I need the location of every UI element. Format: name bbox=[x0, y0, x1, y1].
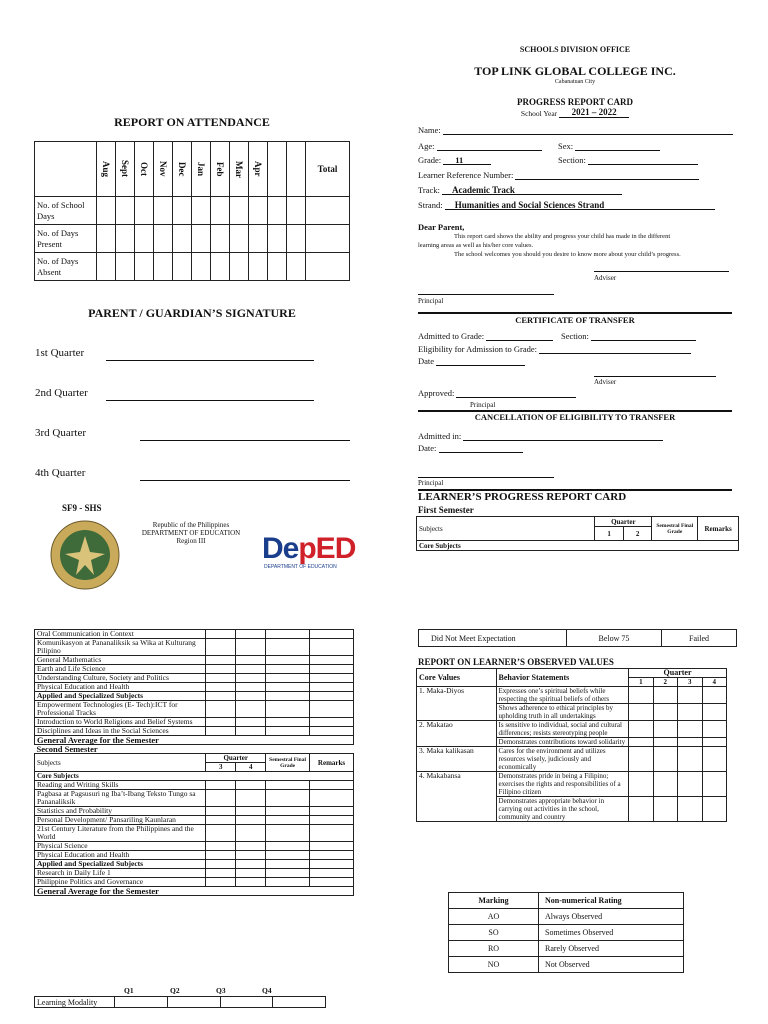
grade-cell[interactable] bbox=[310, 790, 354, 807]
approved-row: Approved: bbox=[418, 388, 576, 398]
value-rating-cell[interactable] bbox=[678, 797, 702, 822]
transfer-date-row: Date bbox=[418, 356, 525, 366]
grade-cell[interactable] bbox=[236, 816, 266, 825]
signature-line[interactable] bbox=[140, 440, 350, 441]
values-quarter-row: 1 2 3 4 bbox=[417, 678, 727, 687]
grade-cell[interactable] bbox=[236, 878, 266, 887]
month-header: Sept bbox=[116, 142, 135, 197]
grade-cell[interactable] bbox=[266, 869, 310, 878]
subject-row: Personal Development/ Pansariling Kaunlaran bbox=[35, 816, 354, 825]
grade-cell[interactable] bbox=[266, 825, 310, 842]
value-rating-cell[interactable] bbox=[653, 704, 677, 721]
values-title: REPORT ON LEARNER’S OBSERVED VALUES bbox=[418, 657, 614, 667]
grade-cell[interactable] bbox=[266, 701, 310, 718]
grade-cell[interactable] bbox=[310, 781, 354, 790]
signature-line[interactable] bbox=[106, 400, 314, 401]
marking-row: NO Not Observed bbox=[449, 957, 684, 973]
grade-cell[interactable] bbox=[206, 630, 236, 639]
deped-address: Republic of the Philippines DEPARTMENT OF EDUCATION Region III bbox=[141, 521, 241, 545]
attendance-cell[interactable] bbox=[211, 225, 230, 253]
grade-cell[interactable] bbox=[206, 718, 236, 727]
grade-cell[interactable] bbox=[266, 665, 310, 674]
signature-quarter-label: 1st Quarter bbox=[35, 347, 85, 359]
grade-cell[interactable] bbox=[310, 851, 354, 860]
attendance-cell[interactable] bbox=[116, 197, 135, 225]
attendance-cell[interactable] bbox=[230, 197, 249, 225]
marking-row: RO Rarely Observed bbox=[449, 941, 684, 957]
month-header: Mar bbox=[230, 142, 249, 197]
subject-row: Physical Science bbox=[35, 842, 354, 851]
attendance-cell[interactable] bbox=[211, 197, 230, 225]
admitted-in-field[interactable] bbox=[463, 431, 663, 441]
value-rating-cell[interactable] bbox=[629, 721, 653, 738]
deped-logo: DepED DEPARTMENT OF EDUCATION bbox=[262, 532, 356, 570]
attendance-cell[interactable] bbox=[249, 225, 268, 253]
grade-cell[interactable] bbox=[310, 807, 354, 816]
subject-row: Reading and Writing Skills bbox=[35, 781, 354, 790]
name-row: Name: bbox=[418, 125, 733, 135]
value-rating-cell[interactable] bbox=[653, 797, 677, 822]
values-row: Demonstrates appropriate behavior in carrying out activities in the school, community and country bbox=[417, 797, 727, 822]
section-field[interactable] bbox=[588, 155, 698, 165]
grade-cell[interactable] bbox=[236, 842, 266, 851]
values-row: Demonstrates contributions toward solidarity bbox=[417, 738, 727, 747]
value-rating-cell[interactable] bbox=[702, 747, 727, 772]
first-sem-header-table: Subjects Quarter Semestral Final Grade Remarks 1 2 Core Subjects bbox=[416, 516, 739, 551]
month-header bbox=[268, 142, 287, 197]
values-table bbox=[416, 668, 727, 822]
modality-cell[interactable] bbox=[220, 997, 273, 1008]
subject-row: Komunikasyon at Pananaliksik sa Wika at Kulturang Pilipino bbox=[35, 639, 354, 656]
name-field[interactable] bbox=[443, 125, 733, 135]
grade-cell[interactable] bbox=[310, 816, 354, 825]
subject-row: Introduction to World Religions and Belief Systems bbox=[35, 718, 354, 727]
attendance-cell[interactable] bbox=[287, 225, 306, 253]
cancel-date-row: Date: bbox=[418, 443, 523, 453]
grade-cell[interactable] bbox=[266, 674, 310, 683]
value-rating-cell[interactable] bbox=[629, 687, 653, 704]
grade-cell[interactable] bbox=[236, 630, 266, 639]
attendance-cell[interactable] bbox=[135, 253, 154, 281]
attendance-cell[interactable] bbox=[230, 225, 249, 253]
grade-cell[interactable] bbox=[310, 692, 354, 701]
grade-cell[interactable] bbox=[310, 683, 354, 692]
greeting: Dear Parent, bbox=[418, 222, 465, 232]
value-rating-cell[interactable] bbox=[678, 738, 702, 747]
modality-cell[interactable] bbox=[167, 997, 220, 1008]
grade-cell[interactable] bbox=[206, 665, 236, 674]
attendance-cell[interactable] bbox=[268, 197, 287, 225]
sex-row: Sex: bbox=[558, 141, 660, 151]
cancellation-title: CANCELLATION OF ELIGIBILITY TO TRANSFER bbox=[474, 412, 676, 422]
grade-cell[interactable] bbox=[206, 683, 236, 692]
grade-cell[interactable] bbox=[236, 674, 266, 683]
value-rating-cell[interactable] bbox=[702, 687, 727, 704]
attendance-row: No. of Days Absent bbox=[35, 253, 350, 281]
first-sem-table bbox=[34, 629, 354, 896]
value-rating-cell[interactable] bbox=[702, 772, 727, 797]
subject-row: Physical Education and Health bbox=[35, 683, 354, 692]
grade-cell[interactable] bbox=[266, 692, 310, 701]
value-rating-cell[interactable] bbox=[678, 687, 702, 704]
value-rating-cell[interactable] bbox=[629, 772, 653, 797]
value-rating-cell[interactable] bbox=[653, 721, 677, 738]
attendance-cell[interactable] bbox=[287, 253, 306, 281]
grade-cell[interactable] bbox=[266, 816, 310, 825]
values-row: Shows adherence to ethical principles by upholding truth in all undertakings bbox=[417, 704, 727, 721]
subject-row: Understanding Culture, Society and Politics bbox=[35, 674, 354, 683]
grade-cell[interactable] bbox=[206, 851, 236, 860]
subject-row: Earth and Life Science bbox=[35, 665, 354, 674]
subject-row: Physical Education and Health bbox=[35, 851, 354, 860]
attendance-cell[interactable] bbox=[154, 253, 173, 281]
grade-cell[interactable] bbox=[266, 727, 310, 736]
grade-cell[interactable] bbox=[310, 878, 354, 887]
attendance-cell[interactable] bbox=[154, 197, 173, 225]
marking-row: SO Sometimes Observed bbox=[449, 925, 684, 941]
subject-row: Pagbasa at Pagsusuri ng Iba’t-Ibang Teksto Tungo sa Pananaliksik bbox=[35, 790, 354, 807]
grade-cell[interactable] bbox=[206, 656, 236, 665]
strand-row: Strand: Humanities and Social Sciences Strand bbox=[418, 200, 715, 210]
letter-body: This report card shows the ability and progress your child has made in the different learning areas as well as his/her core values. The school welcomes you should you desire to know more about your child’s progress. bbox=[418, 233, 681, 258]
lrn-row: Learner Reference Number: bbox=[418, 170, 699, 180]
divider bbox=[418, 312, 732, 314]
attendance-cell[interactable] bbox=[211, 253, 230, 281]
month-header: Jan bbox=[192, 142, 211, 197]
attendance-cell[interactable] bbox=[97, 253, 116, 281]
attendance-table bbox=[34, 141, 350, 281]
grade-cell[interactable] bbox=[266, 878, 310, 887]
subject-row: Research in Daily Life 1 bbox=[35, 869, 354, 878]
attendance-title: REPORT ON ATTENDANCE bbox=[114, 115, 270, 129]
signature-line[interactable] bbox=[106, 360, 314, 361]
grade-cell[interactable] bbox=[310, 869, 354, 878]
school-seal bbox=[50, 520, 120, 590]
subject-row: Philippine Politics and Governance bbox=[35, 878, 354, 887]
adviser-line bbox=[594, 271, 729, 272]
grade-cell[interactable] bbox=[236, 665, 266, 674]
grade-cell[interactable] bbox=[310, 665, 354, 674]
month-header bbox=[287, 142, 306, 197]
grade-cell[interactable] bbox=[206, 674, 236, 683]
grade-cell[interactable] bbox=[206, 825, 236, 842]
card-title: PROGRESS REPORT CARD bbox=[516, 97, 634, 107]
cancel-date-field[interactable] bbox=[439, 443, 523, 453]
attendance-cell[interactable] bbox=[306, 253, 350, 281]
value-rating-cell[interactable] bbox=[678, 704, 702, 721]
principal-label: Principal bbox=[418, 297, 444, 305]
month-header: Aug bbox=[97, 142, 116, 197]
division-office: SCHOOLS DIVISION OFFICE bbox=[519, 45, 631, 54]
values-row: 3. Maka kalikasan Cares for the environment and utilizes resources wisely, judiciously and economically bbox=[417, 747, 727, 772]
second-sem-header: Subjects Quarter Semestral Final Grade Remarks bbox=[35, 754, 354, 763]
value-rating-cell[interactable] bbox=[653, 747, 677, 772]
transfer-adviser: Adviser bbox=[594, 378, 617, 386]
month-header: Nov bbox=[154, 142, 173, 197]
attendance-cell[interactable] bbox=[97, 225, 116, 253]
transfer-adviser-line bbox=[594, 376, 716, 377]
cancel-principal-line bbox=[418, 477, 554, 478]
grade-cell[interactable] bbox=[236, 781, 266, 790]
grade-cell[interactable] bbox=[310, 825, 354, 842]
value-rating-cell[interactable] bbox=[678, 772, 702, 797]
principal-line bbox=[418, 294, 554, 295]
grade-cell[interactable] bbox=[310, 701, 354, 718]
values-header: Core Values Behavior Statements Quarter bbox=[417, 669, 727, 678]
school-year: School Year 2021 – 2022 bbox=[420, 107, 730, 118]
subject-row: Oral Communication in Context bbox=[35, 630, 354, 639]
form-code: SF9 - SHS bbox=[62, 503, 102, 513]
grade-cell[interactable] bbox=[206, 781, 236, 790]
deped-logo-text: pED bbox=[298, 532, 356, 565]
value-rating-cell[interactable] bbox=[702, 738, 727, 747]
value-rating-cell[interactable] bbox=[702, 721, 727, 738]
marking-header: Marking Non-numerical Rating bbox=[449, 893, 684, 909]
grade-cell[interactable] bbox=[310, 630, 354, 639]
grade-cell[interactable] bbox=[206, 790, 236, 807]
value-rating-cell[interactable] bbox=[629, 738, 653, 747]
values-row: 1. Maka-Diyos Expresses one’s spiritual beliefs while respecting the spiritual beliefs of others bbox=[417, 687, 727, 704]
grade-cell[interactable] bbox=[266, 630, 310, 639]
attendance-cell[interactable] bbox=[173, 225, 192, 253]
modality-table: Learning Modality bbox=[34, 996, 326, 1008]
grade-cell[interactable] bbox=[206, 860, 236, 869]
attendance-cell[interactable] bbox=[306, 225, 350, 253]
transfer-section-row: Section: bbox=[561, 331, 696, 341]
grade-cell[interactable] bbox=[206, 869, 236, 878]
value-rating-cell[interactable] bbox=[629, 704, 653, 721]
attendance-cell[interactable] bbox=[192, 197, 211, 225]
month-header: Dec bbox=[173, 142, 192, 197]
value-rating-cell[interactable] bbox=[653, 738, 677, 747]
admitted-in-row: Admitted in: bbox=[418, 431, 663, 441]
grade-cell[interactable] bbox=[236, 825, 266, 842]
descriptor-table: Did Not Meet Expectation Below 75 Failed bbox=[418, 629, 737, 647]
attendance-cell[interactable] bbox=[135, 225, 154, 253]
month-header: Apr bbox=[249, 142, 268, 197]
adviser-label: Adviser bbox=[594, 274, 617, 282]
attendance-cell[interactable] bbox=[249, 197, 268, 225]
grade-row: Grade: 11 bbox=[418, 155, 491, 165]
track-row: Track: Academic Track bbox=[418, 185, 622, 195]
attendance-cell[interactable] bbox=[97, 197, 116, 225]
subject-row: Empowerment Technologies (E- Tech):ICT for Professional Tracks bbox=[35, 701, 354, 718]
attendance-cell[interactable] bbox=[192, 225, 211, 253]
section-row: General Average for the Semester bbox=[35, 736, 354, 745]
values-row: 4. Makabansa Demonstrates pride in being a Filipino; exercises the rights and responsibilities of a Filipino citizen bbox=[417, 772, 727, 797]
value-rating-cell[interactable] bbox=[653, 772, 677, 797]
attendance-cell[interactable] bbox=[306, 197, 350, 225]
grade-cell[interactable] bbox=[310, 639, 354, 656]
attendance-cell[interactable] bbox=[192, 253, 211, 281]
subject-row: General Mathematics bbox=[35, 656, 354, 665]
values-row: 2. Makatao Is sensitive to individual, social and cultural differences; resists stereotyping people bbox=[417, 721, 727, 738]
grade-cell[interactable] bbox=[206, 639, 236, 656]
marking-row: AO Always Observed bbox=[449, 909, 684, 925]
grade-cell[interactable] bbox=[236, 701, 266, 718]
attendance-cell[interactable] bbox=[268, 225, 287, 253]
city: Cabanatuan City bbox=[554, 79, 596, 85]
grade-cell[interactable] bbox=[206, 727, 236, 736]
grade-cell[interactable] bbox=[310, 842, 354, 851]
grade-cell[interactable] bbox=[266, 860, 310, 869]
subject-row: Applied and Specialized Subjects bbox=[35, 692, 354, 701]
transfer-title: CERTIFICATE OF TRANSFER bbox=[515, 315, 635, 325]
lrn-field[interactable] bbox=[515, 170, 699, 180]
signature-quarter-label: 3rd Quarter bbox=[35, 427, 87, 439]
admitted-row: Admitted to Grade: bbox=[418, 331, 553, 341]
grade-cell[interactable] bbox=[266, 790, 310, 807]
signature-quarter-label: 4th Quarter bbox=[35, 467, 86, 479]
school-name: TOP LINK GLOBAL COLLEGE INC. bbox=[474, 64, 676, 78]
grade-cell[interactable] bbox=[310, 718, 354, 727]
attendance-cell[interactable] bbox=[116, 225, 135, 253]
transfer-principal: Principal bbox=[470, 401, 496, 409]
month-header: Feb bbox=[211, 142, 230, 197]
grade-cell[interactable] bbox=[266, 656, 310, 665]
grade-cell[interactable] bbox=[236, 869, 266, 878]
grade-cell[interactable] bbox=[310, 860, 354, 869]
grade-cell[interactable] bbox=[236, 683, 266, 692]
grade-cell[interactable] bbox=[206, 701, 236, 718]
attendance-row: No. of School Days bbox=[35, 197, 350, 225]
modality-cell[interactable] bbox=[115, 997, 168, 1008]
grade-cell[interactable] bbox=[266, 718, 310, 727]
grade-cell[interactable] bbox=[236, 656, 266, 665]
grade-cell[interactable] bbox=[206, 878, 236, 887]
subject-row: Statistics and Probability bbox=[35, 807, 354, 816]
attendance-cell[interactable] bbox=[173, 197, 192, 225]
grade-cell[interactable] bbox=[236, 718, 266, 727]
eligibility-field[interactable] bbox=[539, 344, 691, 354]
value-rating-cell[interactable] bbox=[653, 687, 677, 704]
sex-field[interactable] bbox=[575, 141, 660, 151]
attendance-cell[interactable] bbox=[249, 253, 268, 281]
grade-cell[interactable] bbox=[236, 639, 266, 656]
transfer-date-field[interactable] bbox=[436, 356, 525, 366]
value-rating-cell[interactable] bbox=[678, 747, 702, 772]
grade-cell[interactable] bbox=[266, 851, 310, 860]
total-header: Total bbox=[306, 142, 350, 197]
admitted-field[interactable] bbox=[486, 331, 553, 341]
grade-cell[interactable] bbox=[266, 683, 310, 692]
age-row: Age: bbox=[418, 141, 542, 151]
attendance-cell[interactable] bbox=[287, 197, 306, 225]
value-rating-cell[interactable] bbox=[702, 797, 727, 822]
approved-field[interactable] bbox=[456, 388, 576, 398]
signature-quarter-label: 2nd Quarter bbox=[35, 387, 88, 399]
grade-cell[interactable] bbox=[310, 674, 354, 683]
value-rating-cell[interactable] bbox=[629, 797, 653, 822]
grade-cell[interactable] bbox=[266, 781, 310, 790]
section-row: Section: bbox=[558, 155, 698, 165]
grade-cell[interactable] bbox=[206, 842, 236, 851]
section-row: General Average for the Semester bbox=[35, 887, 354, 896]
grade-cell[interactable] bbox=[236, 692, 266, 701]
grade-cell[interactable] bbox=[236, 851, 266, 860]
grade-cell[interactable] bbox=[236, 790, 266, 807]
grade-cell[interactable] bbox=[236, 860, 266, 869]
grade-cell[interactable] bbox=[266, 639, 310, 656]
subject-row: Disciplines and Ideas in the Social Sciences bbox=[35, 727, 354, 736]
grade-cell[interactable] bbox=[310, 656, 354, 665]
section-row: Second Semester bbox=[35, 745, 354, 754]
grade-cell[interactable] bbox=[266, 807, 310, 816]
attendance-cell[interactable] bbox=[135, 197, 154, 225]
progress-title: LEARNER’S PROGRESS REPORT CARD bbox=[418, 491, 627, 503]
semester-label: First Semester bbox=[418, 505, 474, 515]
month-header: Oct bbox=[135, 142, 154, 197]
grade-cell[interactable] bbox=[206, 807, 236, 816]
signature-line[interactable] bbox=[140, 480, 350, 481]
age-field[interactable] bbox=[437, 141, 542, 151]
value-rating-cell[interactable] bbox=[702, 704, 727, 721]
grade-cell[interactable] bbox=[310, 727, 354, 736]
subject-row: 21st Century Literature from the Philippines and the World bbox=[35, 825, 354, 842]
cancel-principal: Principal bbox=[418, 479, 444, 487]
value-rating-cell[interactable] bbox=[678, 721, 702, 738]
second-sem-quarters: 3 4 bbox=[35, 763, 354, 772]
marking-table bbox=[448, 892, 684, 973]
grade-cell[interactable] bbox=[206, 692, 236, 701]
attendance-cell[interactable] bbox=[173, 253, 192, 281]
section-row: Core Subjects bbox=[35, 772, 354, 781]
transfer-section-field[interactable] bbox=[591, 331, 696, 341]
attendance-cell[interactable] bbox=[268, 253, 287, 281]
eligibility-row: Eligibility for Admission to Grade: bbox=[418, 344, 691, 354]
modality-cell[interactable] bbox=[273, 997, 326, 1008]
grade-cell[interactable] bbox=[266, 842, 310, 851]
grade-cell[interactable] bbox=[236, 807, 266, 816]
attendance-cell[interactable] bbox=[116, 253, 135, 281]
attendance-cell[interactable] bbox=[230, 253, 249, 281]
grade-cell[interactable] bbox=[206, 816, 236, 825]
subject-row: Applied and Specialized Subjects bbox=[35, 860, 354, 869]
attendance-cell[interactable] bbox=[154, 225, 173, 253]
attendance-row: No. of Days Present bbox=[35, 225, 350, 253]
value-rating-cell[interactable] bbox=[629, 747, 653, 772]
signature-title: PARENT / GUARDIAN’S SIGNATURE bbox=[88, 306, 296, 320]
grade-cell[interactable] bbox=[236, 727, 266, 736]
